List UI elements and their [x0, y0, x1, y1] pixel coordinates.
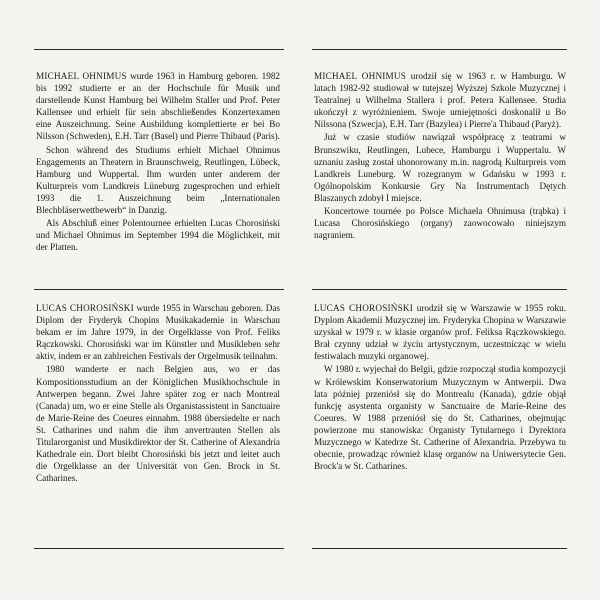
- de-ohnimus-name: MICHAEL OHNIMUS: [36, 71, 127, 81]
- pl-chorosinski-bio: [314, 302, 566, 473]
- mid-rule-right: [312, 289, 567, 290]
- pl-ohnimus-name: MICHAEL OHNIMUS: [314, 71, 407, 81]
- de-ohnimus-para-3: Als Abschluß einer Polentournee erhielten Lucas Chorosiński und Michael Ohnimus im September 1994 die Möglichkeit, mit der Platten.: [36, 218, 280, 253]
- bottom-rule-left: [34, 548, 284, 549]
- pl-chorosinski-para-2: W 1980 r. wyjechał do Belgii, gdzie rozpoczął studia kompozycji w Królewskim Konserwatorium Muzycznym w Antwerpii. Dwa lata później przeniósł się do Montrealu (Kanada), gdzie objął funkcję asystenta organisty w Sanctuaire de Marie-Reine des Coeures. W 1988 przeniósł się do St. Catharines, obejmując powierzone mu stanowiska: Organisty Tytularnego i Dyrektora Muzycznego w Katedrze St. Catherine of Alexandria. Przebywa tu obecnie, prowadząc również klasę organów na Uniwersytecie Gen. Brock'a w St. Catharines.: [314, 364, 566, 472]
- top-rule-left: [34, 49, 284, 50]
- top-rule-right: [312, 49, 567, 50]
- pl-chorosinski-para-1: [314, 302, 566, 362]
- de-chorosinski-bio: [36, 302, 280, 485]
- de-chorosinski-text-1: wurde 1955 in Warschau geboren. Das Diplom der Fryderyk Chopins Musikakademie in Warschau bekam er im Jahre 1979, in der Orgelklasse von Prof. Feliks Rączkowski. Chorosiński war im Künstler und Musikleben sehr aktiv, indem er an zahlreichen Festivals der Orgelmusik teilnahm.: [36, 303, 281, 362]
- de-ohnimus-text-1: wurde 1963 in Hamburg geboren. 1982 bis 1992 studierte er an der Hochschule für Musik und darstellende Kunst Hamburg bei Wilhelm Staller und Prof. Peter Kallensee und erhielt für sein abschließendes Konzertexamen eine Auszeichnung. Seine Ausbildung komplettierte er bei Bo Nilsson (Schweden), E.H. Tarr (Basel) und Pierre Thibaud (Paris).: [36, 71, 281, 142]
- pl-chorosinski-name: LUCAS CHOROSIŃSKI: [314, 303, 414, 313]
- pl-ohnimus-para-3: Koncertowe tournée po Polsce Michaela Ohnimusa (trąbka) i Lucasa Chorosińskiego (organy) zaowocowało niniejszym nagraniem.: [314, 206, 566, 241]
- pl-ohnimus-bio: [314, 70, 566, 242]
- de-ohnimus-para-2: Schon während des Studiums erhielt Michael Ohnimus Engagements an Theatern in Braunschweig, Reutlingen, Lübeck, Hamburg und Wuppertal. Ihm wurden unter anderem der Kulturpreis vom Landkreis Lüneburg zugesprochen und erhielt 1993 die 1. Auszeichnung beim „Internationalen Blechbläserwettbewerb“ in Danzig.: [36, 144, 280, 216]
- de-ohnimus-para-1: [36, 70, 280, 143]
- bottom-rule-right: [312, 548, 567, 549]
- mid-rule-left: [34, 289, 284, 290]
- de-ohnimus-bio: [36, 70, 280, 254]
- de-chorosinski-name: LUCAS CHOROSIŃSKI: [36, 303, 134, 313]
- de-chorosinski-para-1: [36, 302, 280, 362]
- pl-ohnimus-para-1: [314, 70, 566, 130]
- pl-chorosinski-text-1: urodził się w Warszawie w 1955 roku. Dyplom Akademii Muzycznej im. Fryderyka Chopina w Warszawie uzyskał w 1979 r. w klasie organów prof. Feliksa Rączkowskiego. Brał czynny udział w życiu artystycznym, uczestnicząc w wielu festiwalach muzyki organowej.: [314, 303, 567, 362]
- pl-ohnimus-text-1: urodził się w 1963 r. w Hamburgu. W latach 1982-92 studiował w tutejszej Wyższej Szkole Muzycznej i Teatralnej u Wilhelma Stallera i prof. Petera Kallensee. Studia ukończył z wyróżnieniem. Swoje umiejętności doskonalił u Bo Nilssona (Szwecja), E.H. Tarr (Bazylea) i Pierre'a Thibaud (Paryż).: [314, 71, 567, 130]
- pl-ohnimus-para-2: Już w czasie studiów nawiązał współpracę z teatrami w Brunszwiku, Reutlingen, Lubece, Hamburgu i Wuppertalu. W uznaniu zasług został uhonorowany m.in. nagrodą Kulturpreis vom Landkreis Luneburg. W rozegranym w Gdańsku w 1993 r. Ogólnopolskim Konkursie Gry Na Instrumentach Dętych Blaszanych zdobył I miejsce.: [314, 132, 566, 203]
- de-chorosinski-para-2: 1980 wanderte er nach Belgien aus, wo er das Kompositionsstudium an der Königlichen Musikhochschule in Antwerpen begann. Zwei Jahre später zog er nach Montreal (Canada) um, wo er eine Stelle als Organistassistent in Sanctuaire de Marie-Reine des Coeures einnahm. 1988 übersiedelte er nach St. Catharines und nahm die ihm anvertrauten Stellen als Titularorganist und Musikdirektor der St. Catherine of Alexandria Kathedrale ein. Dort bleibt Chorosiński bis jetzt und leitet auch die Orgelklasse an der Universität von Gen. Brock in St. Catharines.: [36, 364, 280, 484]
